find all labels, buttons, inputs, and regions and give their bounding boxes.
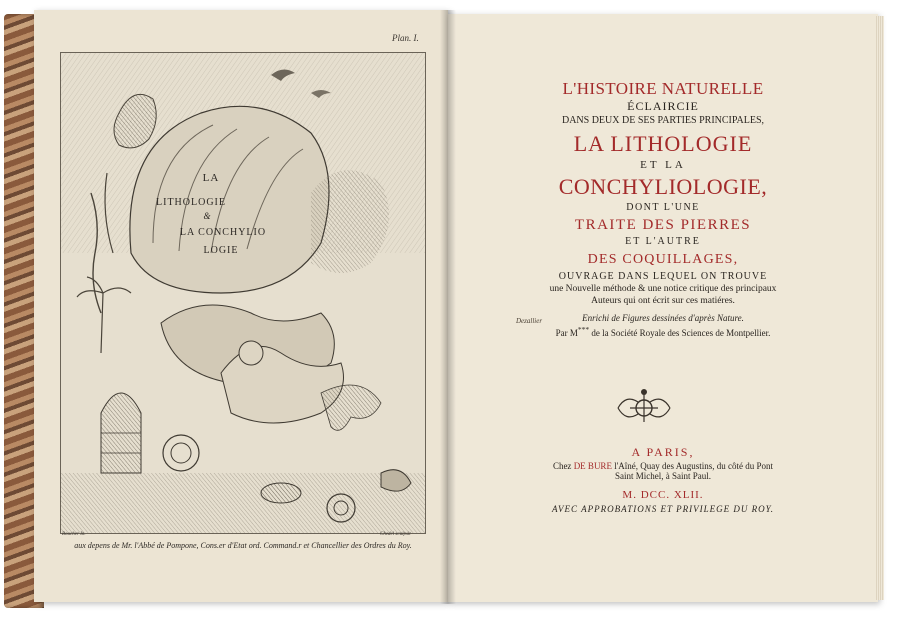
- publisher-suffix: l'Aîné, Quay des Augustins, du côté du Pont: [611, 461, 774, 471]
- plate-title-lithologie: LITHOLOGIE: [156, 197, 226, 208]
- plate-dedication-caption: aux depens de Mr. l'Abbé de Pompone, Cons.er d'Etat ord. Command.r et Chancellier des Ordres du Roy.: [74, 541, 412, 550]
- plate-number: Plan. I.: [392, 33, 419, 43]
- page-edges: [876, 16, 884, 600]
- author-prefix: Par M: [555, 328, 578, 338]
- plate-title-logie: LOGIE: [203, 245, 239, 256]
- handwritten-annotation: Dezallier: [516, 317, 543, 325]
- publisher-prefix: Chez: [552, 461, 574, 471]
- imprint-publisher: [450, 462, 876, 471]
- printer-fleuron-icon: [614, 388, 674, 428]
- frontispiece-engraving: [61, 53, 425, 533]
- imprint-block: [450, 446, 876, 514]
- title-line-et-la: ET LA: [640, 159, 686, 171]
- title-line-enrichi: Enrichi de Figures dessinées d'après Nature.: [582, 313, 744, 323]
- imprint-address: Saint Michel, à Saint Paul.: [615, 471, 711, 481]
- title-line-methode: une Nouvelle méthode & une notice critique des principaux: [549, 284, 777, 294]
- title-line-conchyliologie: CONCHYLIOLOGIE,: [558, 174, 768, 199]
- author-stars: ***: [577, 325, 590, 334]
- title-line-autre: ET L'AUTRE: [625, 236, 701, 247]
- title-line-eclaircie: ÉCLAIRCIE: [627, 99, 699, 113]
- title-line-dont: DONT L'UNE: [626, 202, 700, 213]
- title-line-auteurs: Auteurs qui ont écrit sur ces matiéres.: [591, 295, 735, 306]
- title-line-parties: DANS DEUX DE SES PARTIES PRINCIPALES,: [561, 115, 765, 126]
- artist-credit-right: Chedel sculpsit: [380, 532, 411, 537]
- plate-title-la: LA: [202, 172, 220, 184]
- engraved-plate: [60, 52, 426, 534]
- title-line-coquillages: DES COQUILLAGES,: [587, 252, 739, 267]
- author-suffix: de la Société Royale des Sciences de Montpellier.: [589, 328, 771, 338]
- title-line-ouvrage: OUVRAGE DANS LEQUEL ON TROUVE: [558, 271, 768, 282]
- title-block: [450, 80, 876, 338]
- title-line-pierres: TRAITE DES PIERRES: [574, 217, 752, 233]
- plate-title-amp: &: [203, 211, 211, 221]
- imprint-privilege: AVEC APPROBATIONS ET PRIVILEGE DU ROY.: [551, 504, 775, 514]
- publisher-name: DE BURE: [573, 461, 612, 471]
- turtle-icon: [261, 483, 301, 503]
- title-line-lithologie: LA LITHOLOGIE: [573, 131, 753, 156]
- nymph-head: [239, 341, 263, 365]
- imprint-city: A PARIS,: [631, 445, 695, 459]
- imprint-date: M. DCC. XLII.: [622, 489, 704, 501]
- plate-title-conchylio: LA CONCHYLIO: [179, 227, 267, 238]
- artist-credit-left: Boucher In.: [62, 532, 86, 537]
- title-line-histoire: L'HISTOIRE NATURELLE: [562, 79, 764, 98]
